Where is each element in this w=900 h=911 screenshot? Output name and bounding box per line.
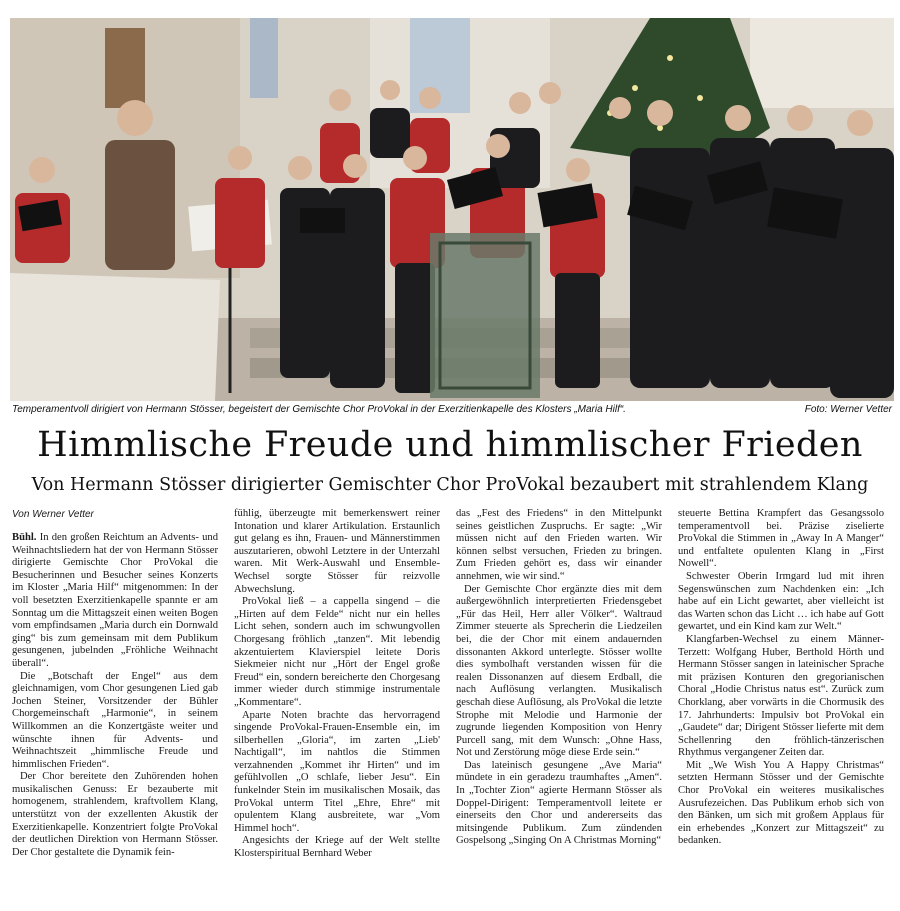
paragraph: Die „Botschaft der Engel“ aus dem gleichnamigen, vom Chor gesungenen Lied gab Jochen Steiner, Vorsitzender der Bühler Chorgemeinschaft „Harmonie“, in seinem Willkommen an die Konzertgäste weiter und wünschte ihnen für Advents- und Weihnachtszeit „himmlische Freude und himmlischen Frieden“. [12, 670, 218, 770]
paragraph: ProVokal ließ – a cappella singend – die „Hirten auf dem Felde“ nicht nur ein helles Licht sehen, sondern auch im schwungvollen Chorgesang fröhlich „tanzen“. Mit lebendig akzentuiertem Klavierspiel leitete Doris Siekmeier nicht nur „Hört der Engel große Freud“ ein, sondern bereicherte den Chorgesang immer wieder durch stimmige instrumentale „Kommentare“. [234, 596, 440, 708]
byline: Von Werner Vetter [12, 509, 94, 520]
paragraph: Bühl. In den großen Reichtum an Advents- und Weihnachtsliedern hat der von Hermann Stösser dirigierte Gemischte Chor ProVokal die Besucherinnen und Besucher seines Konzerts im Kloster „Maria Hilf“ mitgenommen: In der voll besetzten Exerzitienkapelle spannte er am Sonntag um die Mittagszeit einen weiten Bogen vom empfindsamen „Maria durch ein Dornwald ging“ bis zum gemeinsam mit dem Publikum gesungenen, jubelnden „Fröhliche Weihnacht überall“. [12, 532, 218, 669]
article-column-4 [678, 508, 884, 902]
dateline: Bühl. [12, 532, 37, 543]
paragraph: Angesichts der Kriege auf der Welt stellte Klosterspiritual Bernhard Weber [234, 835, 440, 860]
paragraph: Der Gemischte Chor ergänzte dies mit dem außergewöhnlich interpretierten Friedensgebet „Für das Heil, Herr aller Völker“. Waltraud Zimmer steuerte als Sprecherin die Liedzeilen bei, die der Chor mit einem andauernden dissonanten Akkord unterlegte. Stösser wollte dies symbolhaft verstanden wissen für die realen Dissonanzen auf diesem Erdball, die nach Auflösung verlangten. Musikalisch geschah diese Auflösung, als ProVokal die letzte Strophe mit Melodie und Harmonie der zugrunde liegenden Komposition von Henry Purcell sang, mit dem Wunsch: „Ohne Hass, Not und Zerstörung möge diese Erde sein.“ [456, 583, 662, 759]
paragraph: Der Chor bereitete den Zuhörenden hohen musikalischen Genuss: Er bezauberte mit homogenem, strahlendem, kraftvollem Klang, unterstützt von der exzellenten Akustik der Exerzitienkapelle. Konzentriert folgte ProVokal der deutlichen Direktion von Hermann Stösser. Der Chor gestaltete die Dynamik fein- [12, 771, 218, 858]
article-column-3 [456, 508, 662, 902]
photo-credit: Foto: Werner Vetter [804, 404, 892, 415]
paragraph: Mit „We Wish You A Happy Christmas“ setzten Hermann Stösser und der Gemischte Chor ProVokal ein weiteres musikalisches Ausrufezeichen. Das Publikum erhob sich von den Bänken, um sich mit großem Applaus für ein erhebendes „Konzert zur Mittagszeit“ zu bedanken. [678, 759, 884, 847]
article-column-1 [12, 532, 218, 902]
paragraph: das „Fest des Friedens“ in den Mittelpunkt seines geistlichen Zuspruchs. Er sagte: „Wir müssen nicht auf den Frieden warten. Wir können selbst versuchen, Frieden zu bringen. Zum Frieden gehört es, dass wir einander annehmen, wie wir sind.“ [456, 508, 662, 582]
photo-caption: Temperamentvoll dirigiert von Hermann Stösser, begeistert der Gemischte Chor ProVokal in der Exerzitienkapelle des Klosters „Maria Hilf“. [12, 404, 626, 415]
paragraph: steuerte Bettina Krampfert das Gesangssolo temperamentvoll bei. Präzise ziselierte ProVokal die Stimmen in „Away In A Manger“ und entfaltete opulenten Klang in „First Nowell“. [678, 508, 884, 570]
paragraph: Schwester Oberin Irmgard lud mit ihren Segenswünschen zum Nachdenken ein: „Ich habe auf ein Licht gewartet, aber vielleicht ist das Warten schon das Licht … ich habe auf Gott gewartet, und ein Kind kam zur Welt.“ [678, 570, 884, 633]
paragraph: Klangfarben-Wechsel zu einem Männer-Terzett: Wolfgang Huber, Berthold Hörth und Hermann Stösser sangen in lateinischer Sprache mit präzisen Konturen den gregorianischen Choral „Hodie Christus natus est“. Zurück zum Chorklang, aber vorwärts in die Chormusik des 17. Jahrhunderts: Impulsiv bot ProVokal ein „Gaudete“ dar; Dirigent Stösser lieferte mit dem Schellenring den fröhlich-tänzerischen Rhythmus vergangener Zeiten dar. [678, 633, 884, 759]
paragraph: fühlig, überzeugte mit bemerkenswert reiner Intonation und klarer Artikulation. Erstaunlich gut gelang es ihn, Frauen- und Männerstimmen auszutarieren, obwohl Letztere in der Unterzahl waren. Mit Werk-Auswahl und Ensemble-Wechsel sorgte Stösser für reizvolle Abwechslung. [234, 508, 440, 595]
subheadline: Von Hermann Stösser dirigierter Gemischter Chor ProVokal bezaubert mit strahlendem Klang [31, 475, 869, 495]
paragraph: Das lateinisch gesungene „Ave Maria“ mündete in ein geradezu traumhaftes „Amen“. In „Tochter Zion“ agierte Hermann Stösser als Doppel-Dirigent: Temperamentvoll leitete er einerseits den Chor und andererseits das mitsingende Publikum. Zum zündenden Gospelsong „Singing On A Christmas Morning“ [456, 759, 662, 847]
photo-caption-row [10, 403, 894, 417]
choir-photo-illustration [10, 18, 894, 401]
choir-photo [10, 18, 894, 401]
paragraph: Aparte Noten brachte das hervorragend singende ProVokal-Frauen-Ensemble ein, im silberhellen „Gloria“, im zarten „Lieb' Nachtigall“, im nahtlos die Stimmen verzahnenden „Kommet ihr Hirten“ und im gefühlvollen „O schlafe, lieber Jesu“. Ein funkelnder Stein im musikalischen Mosaik, das ProVokal unterm Titel „Ehre, Ehre“ mit opulentem Klang ausbreitete, war „Vom Himmel hoch“. [234, 709, 440, 834]
article-column-2 [234, 508, 440, 902]
headline: Himmlische Freude und himmlischer Frieden [37, 425, 863, 465]
